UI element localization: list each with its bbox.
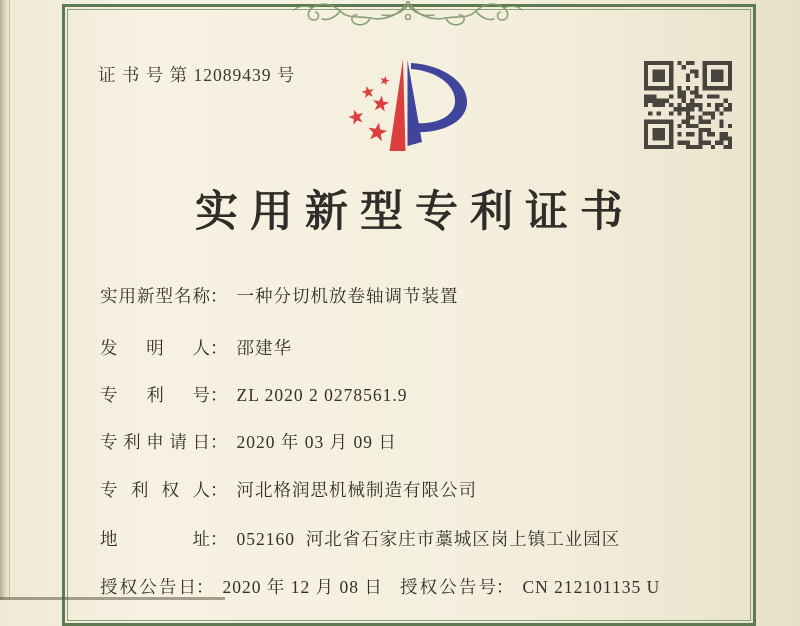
field-value: 052160 河北省石家庄市藁城区岗上镇工业园区 [236, 529, 621, 549]
field-row-name [100, 283, 459, 308]
floral-flourish-icon [278, 1, 538, 28]
field-value: 2020 年 12 月 08 日 [222, 577, 383, 597]
field-colon: ： [210, 385, 228, 405]
field-row-grant-number [400, 574, 660, 599]
cnipa-patent-logo-icon [328, 55, 483, 170]
field-row-filing-date [100, 429, 397, 454]
field-row-patent-number [100, 382, 407, 407]
field-value: 河北格润思机械制造有限公司 [236, 480, 477, 500]
field-value: 邵建华 [236, 338, 292, 358]
field-value: 一种分切机放卷轴调节装置 [236, 286, 459, 306]
field-label: 实用新型名称 [100, 286, 210, 306]
field-row-address [100, 526, 620, 551]
scanned-page-edge [0, 0, 10, 600]
field-label: 专利申请日 [100, 432, 210, 452]
field-label: 授权公告日 [100, 577, 196, 597]
field-row-grant-date [100, 574, 383, 599]
qr-code-icon [644, 61, 732, 149]
certificate-number: 证 书 号 第 12089439 号 [98, 65, 296, 85]
field-label: 发明人 [100, 338, 210, 358]
field-colon: ： [210, 529, 228, 549]
field-label: 授权公告号 [400, 577, 496, 597]
field-row-inventor [100, 335, 292, 360]
field-value: ZL 2020 2 0278561.9 [236, 385, 408, 405]
field-label: 地址 [100, 529, 210, 549]
field-colon: ： [210, 286, 228, 306]
field-colon: ： [196, 577, 214, 597]
field-value: 2020 年 03 月 09 日 [236, 432, 397, 452]
field-colon: ： [210, 480, 228, 500]
field-colon: ： [496, 577, 514, 597]
field-label: 专利权人 [100, 480, 210, 500]
field-label: 专利号 [100, 385, 210, 405]
certificate-title: 实用新型专利证书 [195, 189, 635, 236]
field-colon: ： [210, 432, 228, 452]
field-colon: ： [210, 338, 228, 358]
field-row-patentee [100, 477, 477, 502]
field-value: CN 212101135 U [522, 577, 661, 597]
